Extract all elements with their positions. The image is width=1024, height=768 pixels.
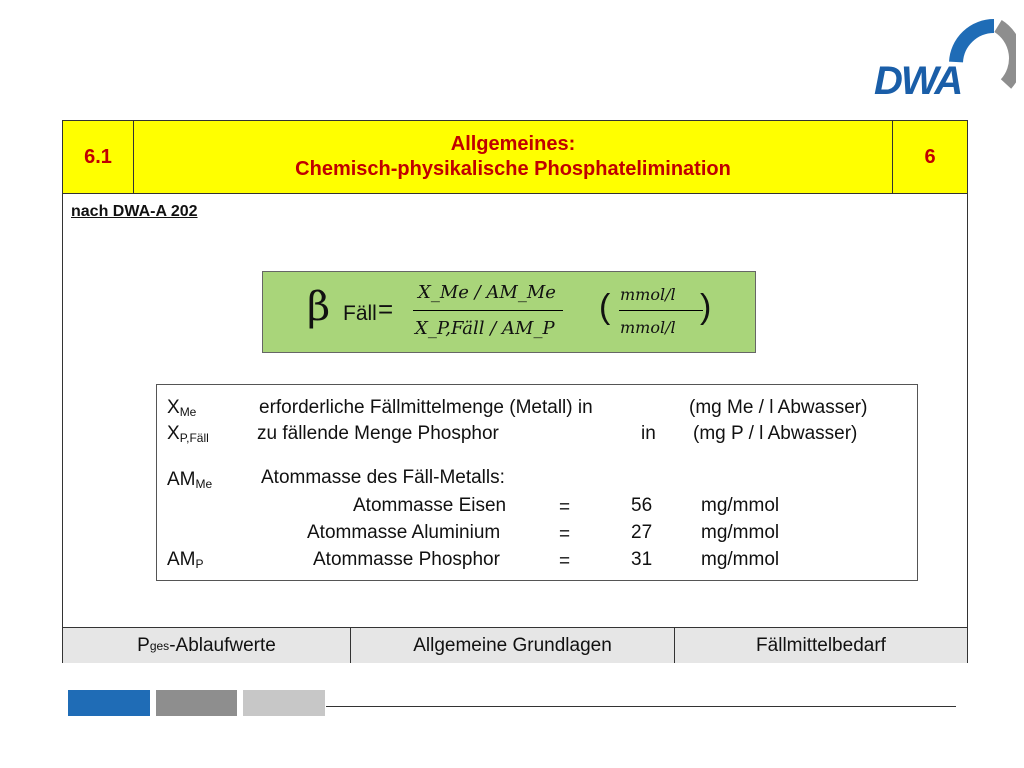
legend-row-value: 31 bbox=[631, 549, 653, 570]
legend-row-eq: = bbox=[559, 551, 571, 572]
title-line-2: Chemisch-physikalische Phosphatelimination bbox=[295, 158, 731, 180]
beta-symbol: β bbox=[307, 284, 331, 330]
nav-allgemeine-grundlagen[interactable]: Allgemeine Grundlagen bbox=[351, 628, 675, 663]
legend-desc-amme: Atommasse des Fäll-Metalls: bbox=[261, 467, 505, 488]
fraction-denominator: X_P,Fäll / AM_P bbox=[415, 318, 555, 339]
logo-text: DWA bbox=[874, 59, 962, 103]
footer-bar-lightgray bbox=[243, 690, 325, 716]
legend-row-unit: mg/mmol bbox=[701, 522, 780, 543]
legend-in-xpf: in bbox=[641, 423, 656, 444]
source-reference: nach DWA-A 202 bbox=[71, 203, 198, 220]
footer-bar-blue bbox=[68, 690, 150, 716]
legend-desc-xme: erforderliche Fällmittelmenge (Metall) in bbox=[259, 397, 593, 418]
fraction-line bbox=[413, 310, 563, 311]
unit-numerator: mmol/l bbox=[620, 285, 676, 304]
legend-symbol-xme: $X_{Me}$ bbox=[167, 397, 197, 419]
legend-row-unit: mg/mmol bbox=[701, 495, 780, 516]
legend-row-eq: = bbox=[559, 524, 571, 545]
legend-row-label: Atommasse Eisen bbox=[353, 495, 507, 516]
legend-symbol-xpf: $X_{P,Fäll}$ bbox=[167, 423, 209, 445]
legend-row-unit: mg/mmol bbox=[701, 549, 780, 570]
formula-box bbox=[262, 271, 756, 353]
legend-row-value: 56 bbox=[631, 495, 653, 516]
dwa-logo bbox=[866, 14, 1016, 104]
section-number: 6.1 bbox=[63, 121, 134, 193]
legend-row-label: Atommasse Aluminium bbox=[307, 522, 501, 543]
footer-rule bbox=[326, 706, 956, 707]
legend-symbol-amp: $AM_P$ bbox=[167, 549, 204, 571]
page-title bbox=[134, 121, 893, 193]
legend-box bbox=[156, 384, 918, 581]
legend-row-value: 27 bbox=[631, 522, 653, 543]
unit-fraction-line bbox=[619, 310, 703, 311]
beta-subscript: Fäll bbox=[343, 302, 377, 325]
fraction-numerator: X_Me / AM_Me bbox=[418, 282, 556, 303]
legend-unit-xme: (mg Me / l Abwasser) bbox=[689, 397, 868, 418]
header-bar bbox=[63, 121, 967, 194]
nav-pges-ablaufwerte[interactable]: P ges -Ablaufwerte bbox=[63, 628, 351, 663]
nav-faellmittelbedarf[interactable]: Fällmittelbedarf bbox=[756, 634, 886, 656]
legend-desc-xpf: zu fällende Menge Phosphor bbox=[257, 423, 499, 444]
title-line-1: Allgemeines: bbox=[450, 133, 576, 155]
legend-symbol-amme: $AM_{Me}$ bbox=[167, 469, 213, 491]
page-number: 6 bbox=[924, 145, 936, 168]
bottom-nav bbox=[63, 627, 967, 663]
legend-row-label: Atommasse Phosphor bbox=[313, 549, 500, 570]
equals-sign: = bbox=[378, 294, 394, 324]
unit-paren-close: ) bbox=[700, 288, 712, 326]
footer-bar-gray bbox=[156, 690, 237, 716]
legend-unit-xpf: (mg P / l Abwasser) bbox=[693, 423, 858, 444]
unit-denominator: mmol/l bbox=[620, 318, 676, 337]
legend-row-eq: = bbox=[559, 497, 571, 518]
content-frame bbox=[62, 120, 968, 663]
unit-paren-open: ( bbox=[599, 288, 611, 326]
